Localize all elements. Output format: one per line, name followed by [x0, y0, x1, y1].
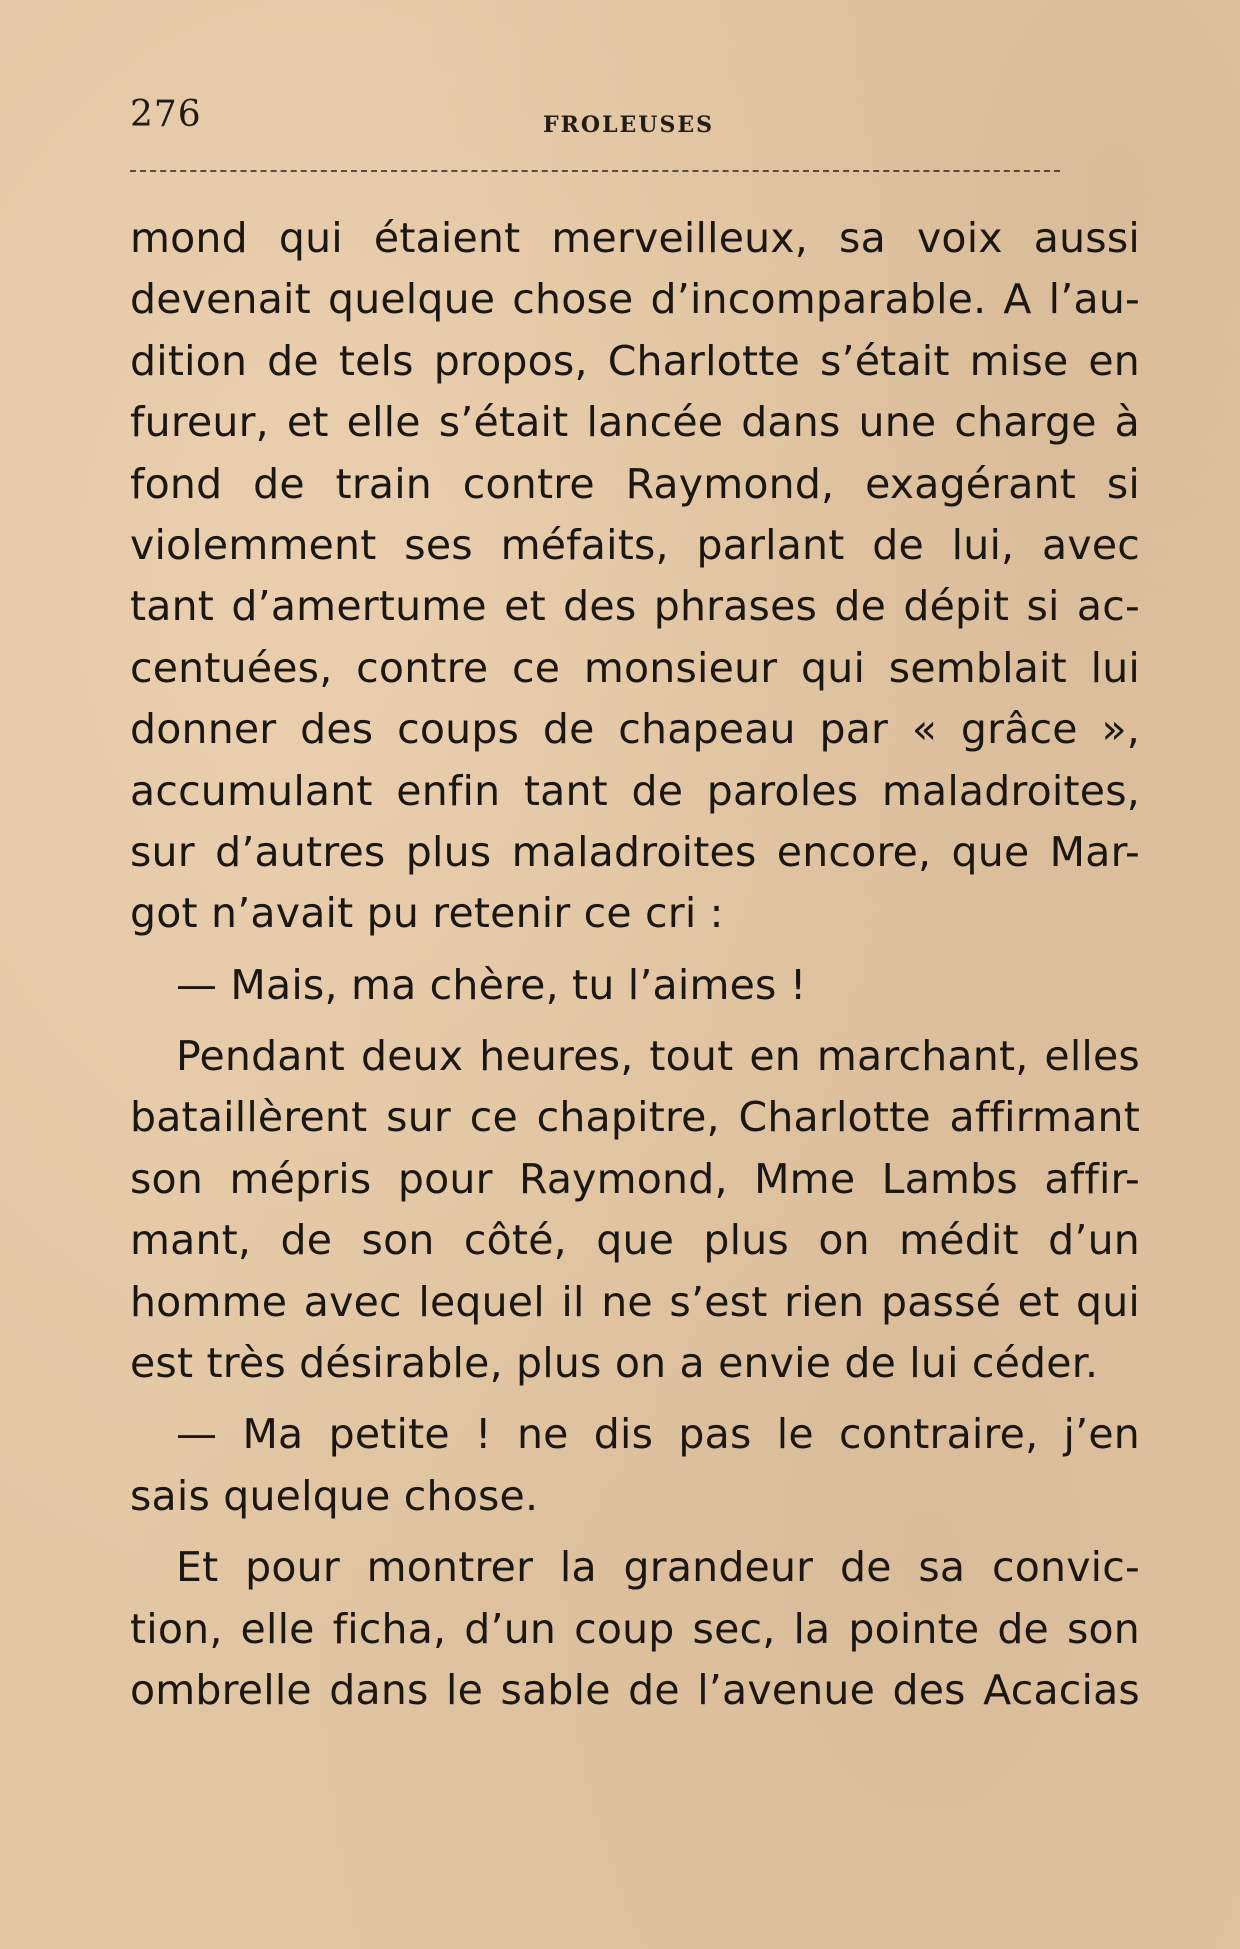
page-body	[130, 208, 1140, 1721]
text-line: accumulant enfin tant de paroles maladroites,	[130, 766, 1140, 815]
text-line: ombrelle dans le sable de l’avenue des Acacias	[130, 1665, 1140, 1714]
text-line: est très désirable, plus on a envie de lui céder.	[130, 1339, 1099, 1388]
paragraph-gap	[130, 1394, 1140, 1404]
text-line: son mépris pour Raymond, Mme Lambs affir-	[130, 1154, 1140, 1203]
text-line: tion, elle ficha, d’un coup sec, la pointe de son	[130, 1604, 1140, 1653]
paragraph-gap	[130, 1527, 1140, 1537]
text-line: devenait quelque chose d’incomparable. A l’au-	[130, 275, 1140, 324]
dialogue-line: — Mais, ma chère, tu l’aimes !	[176, 960, 807, 1009]
text-line: Pendant deux heures, tout en marchant, elles	[176, 1032, 1140, 1081]
header-rule	[130, 170, 1060, 172]
text-line: sais quelque chose.	[130, 1471, 539, 1520]
text-line: bataillèrent sur ce chapitre, Charlotte affirmant	[130, 1093, 1140, 1142]
paragraph-gap	[130, 1016, 1140, 1026]
running-title: FROLEUSES	[543, 112, 715, 138]
text-line: homme avec lequel il ne s’est rien passé et qui	[130, 1277, 1140, 1326]
text-line: Et pour montrer la grandeur de sa convic-	[176, 1543, 1140, 1592]
text-line: sur d’autres plus maladroites encore, que Mar-	[130, 827, 1140, 876]
text-line: tant d’amertume et des phrases de dépit si ac-	[130, 582, 1140, 631]
paragraph-gap	[130, 945, 1140, 955]
text-line: violemment ses méfaits, parlant de lui, avec	[130, 520, 1140, 569]
text-line: fond de train contre Raymond, exagérant si	[130, 459, 1140, 508]
text-line: dition de tels propos, Charlotte s’était mise en	[130, 336, 1140, 385]
text-line: mant, de son côté, que plus on médit d’un	[130, 1216, 1140, 1265]
text-line: fureur, et elle s’était lancée dans une charge à	[130, 398, 1140, 447]
page-header	[130, 94, 1140, 144]
text-line: centuées, contre ce monsieur qui semblait lui	[130, 643, 1140, 692]
text-line: mond qui étaient merveilleux, sa voix aussi	[130, 214, 1140, 262]
page-number: 276	[130, 94, 202, 135]
text-line: got n’avait pu retenir ce cri :	[130, 889, 724, 938]
dialogue-line: — Ma petite ! ne dis pas le contraire, j’en	[176, 1410, 1140, 1459]
text-line: donner des coups de chapeau par « grâce »,	[130, 705, 1140, 754]
